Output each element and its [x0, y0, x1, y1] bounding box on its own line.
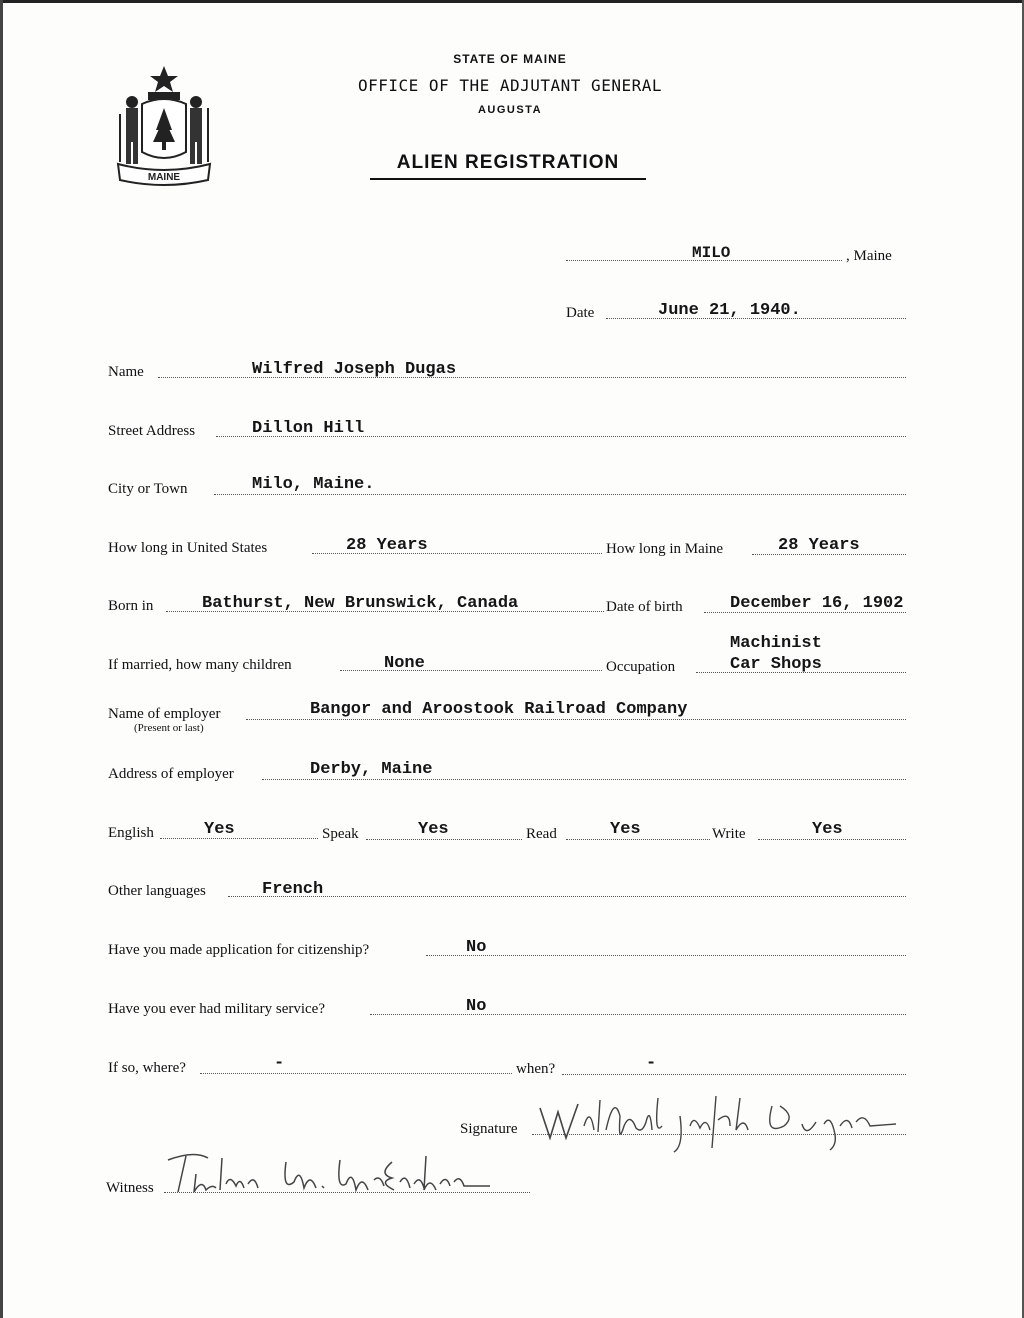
children-value: None — [384, 654, 425, 673]
employer-label: Name of employer — [108, 706, 221, 722]
english-value: Yes — [204, 820, 235, 839]
other-languages-label: Other languages — [108, 883, 206, 899]
employer-address-label: Address of employer — [108, 766, 234, 782]
children-line — [340, 670, 602, 671]
applicant-signature — [534, 1086, 904, 1158]
city-heading: AUGUSTA — [477, 104, 543, 116]
citizenship-label: Have you made application for citizenship? — [108, 942, 370, 958]
speak-label: Speak — [322, 826, 359, 842]
location-suffix: , Maine — [846, 248, 892, 264]
where-label: If so, where? — [108, 1060, 186, 1076]
street-label: Street Address — [108, 423, 196, 439]
dob-value: December 16, 1902 — [730, 594, 904, 613]
name-label: Name — [108, 364, 144, 380]
maine-duration-value: 28 Years — [778, 536, 860, 555]
maine-state-seal-icon — [112, 64, 216, 188]
when-line — [562, 1074, 906, 1075]
location-value: MILO — [692, 244, 731, 262]
write-label: Write — [712, 826, 746, 842]
employer-value: Bangor and Aroostook Railroad Company — [310, 700, 688, 719]
name-value: Wilfred Joseph Dugas — [252, 360, 457, 379]
street-value: Dillon Hill — [252, 419, 365, 438]
speak-value: Yes — [418, 820, 449, 839]
scan-border-top — [0, 0, 1024, 3]
when-value: - — [646, 1054, 657, 1073]
witness-label: Witness — [106, 1180, 154, 1196]
write-value: Yes — [812, 820, 843, 839]
office-heading: OFFICE OF THE ADJUTANT GENERAL — [358, 76, 662, 95]
english-line — [160, 838, 318, 839]
date-label: Date — [566, 305, 595, 321]
read-label: Read — [526, 826, 557, 842]
born-in-label: Born in — [108, 598, 154, 614]
military-value: No — [466, 997, 487, 1016]
dob-label: Date of birth — [606, 599, 683, 615]
us-duration-label: How long in United States — [108, 540, 268, 556]
military-label: Have you ever had military service? — [108, 1001, 325, 1017]
speak-line — [366, 839, 522, 840]
where-line — [200, 1073, 512, 1074]
other-languages-value: French — [262, 880, 324, 899]
date-value: June 21, 1940. — [658, 301, 801, 320]
employer-address-value: Derby, Maine — [310, 760, 433, 779]
read-value: Yes — [610, 820, 641, 839]
employer-address-line — [262, 779, 906, 780]
write-line — [758, 839, 906, 840]
occupation-label: Occupation — [606, 659, 676, 675]
citizenship-value: No — [466, 938, 487, 957]
witness-signature — [164, 1144, 494, 1200]
born-in-value: Bathurst, New Brunswick, Canada — [202, 594, 519, 613]
employer-line — [246, 719, 906, 720]
state-heading: STATE OF MAINE — [453, 52, 567, 66]
citizenship-line — [426, 955, 906, 956]
occupation-value-line1: Machinist — [730, 634, 822, 653]
maine-duration-label: How long in Maine — [606, 541, 724, 557]
occupation-value-line2: Car Shops — [730, 655, 822, 674]
city-line — [214, 494, 906, 495]
read-line — [566, 839, 710, 840]
children-label: If married, how many children — [108, 657, 292, 673]
employer-sublabel: (Present or last) — [134, 722, 204, 734]
form-title: ALIEN REGISTRATION — [370, 152, 646, 180]
us-duration-value: 28 Years — [346, 536, 428, 555]
military-line — [370, 1014, 906, 1015]
svg-text:MAINE: MAINE — [147, 172, 181, 183]
scan-border-left — [0, 0, 3, 1318]
where-value: - — [274, 1054, 285, 1073]
city-value: Milo, Maine. — [252, 475, 375, 494]
signature-label: Signature — [460, 1121, 518, 1137]
when-label: when? — [516, 1061, 556, 1077]
other-languages-line — [228, 896, 906, 897]
english-label: English — [108, 825, 154, 841]
city-label: City or Town — [108, 481, 188, 497]
